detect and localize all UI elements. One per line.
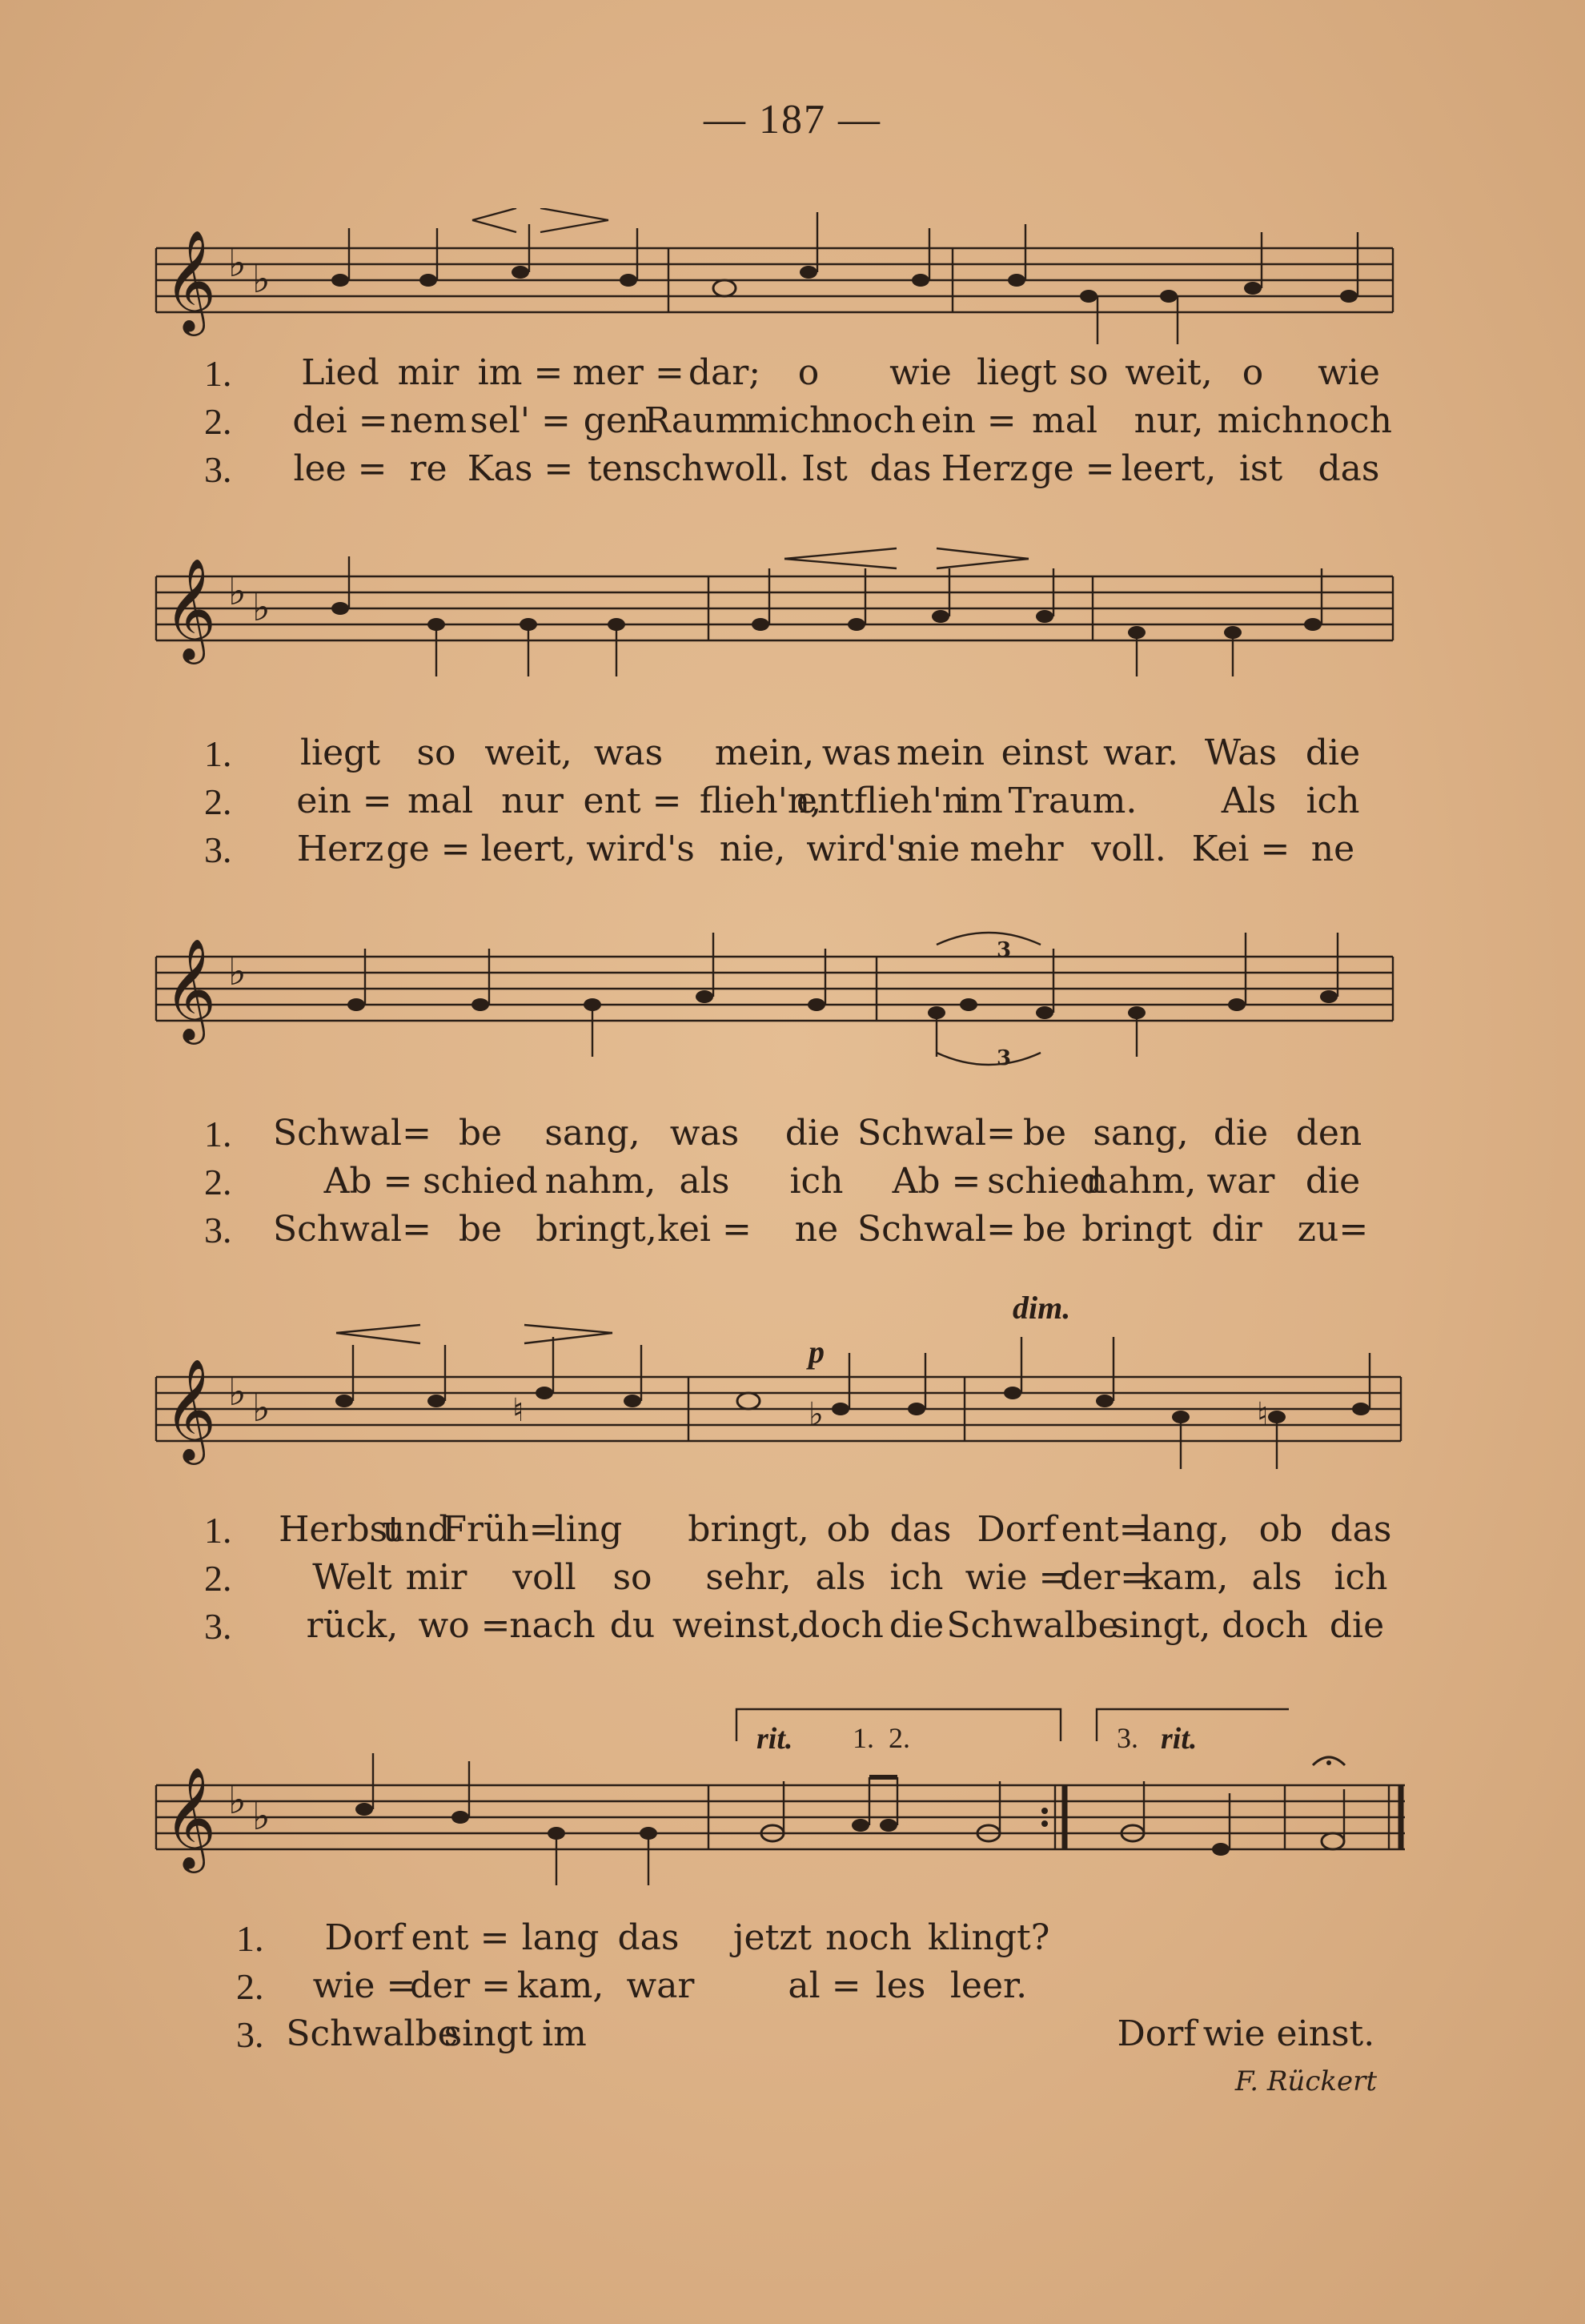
lyric-syllable: dar; [688,352,761,393]
rit-marking-first: rit. [756,1722,793,1756]
lyric-syllable: kam, [1141,1557,1229,1598]
lyric-syllable: doch [797,1605,884,1646]
svg-text:♭: ♭ [252,257,271,302]
lyric-syllable: im = [477,352,564,393]
lyric-syllable: schied [987,1161,1102,1202]
lyric-syllable: kei = [657,1209,752,1250]
lyric-syllable: ob [826,1509,871,1550]
lyric-syllable: ent = [583,781,682,821]
lyric-syllable: ent = [411,1917,510,1958]
lyric-syllable: mein [896,733,985,773]
verse-number: 3. [204,1606,232,1647]
lyric-syllable: wie einst. [1202,2013,1375,2054]
lyric-syllable: ge = [1030,448,1115,489]
lyric-syllable: als [1251,1557,1302,1598]
staff-3 [0,917,1585,1101]
lyric-syllable: so [612,1557,652,1598]
lyric-syllable: liegt [299,733,381,773]
lyric-syllable: im [542,2013,587,2054]
lyric-syllable: das [617,1917,680,1958]
verse-number: 1. [204,1510,232,1551]
rit-marking-second: rit. [1161,1722,1198,1756]
lyric-syllable: noch [1306,400,1392,441]
lyric-syllable: als [815,1557,866,1598]
lyric-syllable: be [458,1113,503,1154]
svg-text:3: 3 [997,938,1012,962]
lyric-syllable: wird's [586,829,695,869]
lyric-syllable: Als [1221,781,1277,821]
lyric-syllable: Was [1204,733,1278,773]
lyric-syllable: be [1022,1209,1067,1250]
lyric-syllable: mir [397,352,459,393]
lyric-syllable: Lied [301,352,379,393]
lyric-syllable: rück, [306,1605,399,1646]
page-number: — 187 — [704,97,881,142]
lyric-syllable: mal [407,781,474,821]
lyric-syllable: ich [1306,781,1360,821]
lyric-syllable: Ab = [323,1161,413,1202]
svg-text:𝄞: 𝄞 [164,937,217,1040]
lyric-syllable: das [1330,1509,1392,1550]
ending-3-label: 3. [1117,1722,1138,1754]
lyric-syllable: wie = [965,1557,1069,1598]
staff-2 [0,536,1585,720]
lyric-syllable: nahm, [1085,1161,1197,1202]
lyric-syllable: ich [789,1161,844,1202]
lyric-syllable: mal [1031,400,1098,441]
svg-text:♭: ♭ [228,569,247,614]
lyric-syllable: bringt [1081,1209,1192,1250]
lyric-syllable: les [875,1965,926,2006]
lyric-syllable: mehr [969,829,1064,869]
lyric-syllable: Kas = [467,448,574,489]
lyric-syllable: o [1242,352,1264,393]
lyric-syllable: Raum [644,400,749,441]
lyrics-line [0,1161,1585,1207]
lyric-syllable: das [889,1509,952,1550]
lyric-syllable: flieh'n, [699,781,822,821]
lyric-syllable: mir [405,1557,467,1598]
lyrics-line [0,1965,1585,2012]
lyric-syllable: die [889,1605,945,1646]
lyric-syllable: weinst, [672,1605,801,1646]
lyric-syllable: der = [409,1965,512,2006]
lyric-syllable: der= [1059,1557,1150,1598]
lyric-syllable: Ab = [892,1161,981,1202]
lyric-syllable: o [797,352,820,393]
lyric-syllable: Herz [941,448,1029,489]
lyric-syllable: Kei = [1191,829,1290,869]
author-credit: F. Rückert [1234,2065,1377,2097]
lyric-syllable: ist [1238,448,1283,489]
lyric-syllable: wo = [418,1605,511,1646]
lyric-syllable: Dorf [1117,2013,1197,2054]
verse-number: 1. [204,733,232,774]
lyrics-line [0,448,1585,495]
lyrics-line [0,1917,1585,1964]
lyric-syllable: war [1206,1161,1275,1202]
lyrics-line [0,1557,1585,1604]
verse-number: 2. [236,1966,264,2007]
lyric-syllable: ten [587,448,646,489]
lyric-syllable: einst [1001,733,1089,773]
lyrics-line [0,400,1585,447]
lyric-syllable: gen [583,400,650,441]
lyric-syllable: nie, [719,829,786,869]
lyric-syllable: nach [509,1605,596,1646]
lyric-syllable: den [1295,1113,1362,1154]
svg-text:♭: ♭ [228,241,247,286]
lyric-syllable: Dorf [977,1509,1057,1550]
lyric-syllable: ne [794,1209,839,1250]
verse-number: 1. [204,353,232,394]
lyric-syllable: Traum. [1008,781,1138,821]
lyric-syllable: sel' = [470,400,571,441]
svg-text:♭: ♭ [252,585,271,630]
lyric-syllable: sang, [1093,1113,1189,1154]
lyrics-line [0,1605,1585,1652]
lyric-syllable: noch [825,1917,912,1958]
ending-1-2-label: 1. 2. [853,1722,910,1754]
lyric-syllable: ein = [921,400,1017,441]
staff-5 [0,1745,1585,1929]
lyric-syllable: und [382,1509,451,1550]
lyric-syllable: re [409,448,447,489]
svg-text:𝄞: 𝄞 [164,1766,217,1868]
svg-text:♭: ♭ [252,1794,271,1839]
lyric-syllable: wie [889,352,952,393]
staff-1 [0,208,1585,368]
lyric-syllable: al = [788,1965,861,2006]
lyric-syllable: das [1318,448,1380,489]
verse-number: 1. [204,1114,232,1154]
lyric-syllable: lee = [293,448,387,489]
lyric-syllable: be [1022,1113,1067,1154]
lyric-syllable: Schwal= [273,1209,431,1250]
lyric-syllable: Herz [296,829,384,869]
svg-text:♮: ♮ [512,1392,524,1429]
lyric-syllable: bringt, [688,1509,809,1550]
lyric-syllable: voll [512,1557,576,1598]
lyric-syllable: dei = [292,400,388,441]
lyric-syllable: Früh= [442,1509,559,1550]
verse-number: 3. [236,2014,264,2055]
lyric-syllable: Schwalbe [286,2013,459,2054]
lyric-syllable: ent= [1061,1509,1149,1550]
lyric-syllable: weit, [1125,352,1213,393]
lyric-syllable: die [1305,1161,1361,1202]
lyric-syllable: die [784,1113,841,1154]
lyric-syllable: im [958,781,1003,821]
lyric-syllable: ein = [296,781,392,821]
lyric-syllable: singt [443,2013,533,2054]
lyric-syllable: als [679,1161,730,1202]
dim-marking: dim. [1013,1290,1071,1326]
lyric-syllable: be [458,1209,503,1250]
lyric-syllable: sehr, [705,1557,792,1598]
piano-marking: p [809,1334,825,1370]
lyric-syllable: ne [1310,829,1355,869]
lyric-syllable: mich [744,400,833,441]
lyric-syllable: was [821,733,892,773]
verse-number: 3. [204,829,232,870]
lyric-syllable: nahm, [544,1161,656,1202]
lyric-syllable: schied [423,1161,538,1202]
lyric-syllable: Dorf [324,1917,404,1958]
lyric-syllable: das [869,448,932,489]
lyric-syllable: Ist [801,448,848,489]
lyrics-line [0,829,1585,875]
lyrics-line [0,1509,1585,1555]
lyric-syllable: sang, [544,1113,640,1154]
lyric-syllable: bringt, [536,1209,657,1250]
verse-number: 1. [236,1918,264,1959]
lyric-syllable: Herbst [279,1509,402,1550]
lyric-syllable: wie [1318,352,1380,393]
verse-number: 2. [204,1162,232,1202]
verse-number: 3. [204,1210,232,1250]
lyric-syllable: was [593,733,664,773]
lyric-syllable: doch [1222,1605,1308,1646]
lyric-syllable: war. [1102,733,1179,773]
lyric-syllable: du [609,1605,656,1646]
lyric-syllable: ge = [386,829,471,869]
lyric-syllable: die [1305,733,1361,773]
lyric-syllable: leer. [949,1965,1028,2006]
verse-number: 2. [204,401,232,442]
svg-text:𝄞: 𝄞 [164,1358,217,1460]
verse-number: 2. [204,1558,232,1599]
lyric-syllable: weit, [484,733,572,773]
verse-number: 3. [204,449,232,490]
lyric-syllable: wie = [312,1965,416,2006]
svg-text:𝄞: 𝄞 [164,229,217,331]
lyric-syllable: Schwal= [273,1113,431,1154]
lyric-syllable: Schwal= [857,1209,1016,1250]
lyric-syllable: nur [501,781,564,821]
lyrics-line [0,1113,1585,1159]
svg-text:♭: ♭ [228,1370,247,1415]
lyric-syllable: jetzt [732,1917,813,1958]
lyric-syllable: noch [829,400,916,441]
lyric-syllable: mer = [572,352,684,393]
svg-text:♭: ♭ [252,1386,271,1431]
lyric-syllable: so [1069,352,1109,393]
verse-number: 2. [204,781,232,822]
lyric-syllable: Welt [312,1557,392,1598]
svg-text:♮: ♮ [1257,1396,1269,1433]
lyric-syllable: singt, [1110,1605,1211,1646]
lyric-syllable: ling [554,1509,623,1550]
svg-text:♭: ♭ [809,1396,824,1433]
lyric-syllable: leert, [480,829,576,869]
lyric-syllable: entflieh'n [796,781,965,821]
staff-4 [0,1321,1585,1497]
svg-text:♭: ♭ [228,949,247,994]
lyric-syllable: liegt [976,352,1057,393]
lyrics-line [0,1209,1585,1255]
lyric-syllable: die [1329,1605,1385,1646]
lyric-syllable: leert, [1121,448,1217,489]
lyric-syllable: mein, [714,733,815,773]
lyric-syllable: voll. [1091,829,1166,869]
svg-text:♭: ♭ [228,1778,247,1823]
lyric-syllable: klingt? [927,1917,1050,1958]
lyric-syllable: ich [1334,1557,1388,1598]
lyric-syllable: die [1213,1113,1269,1154]
lyric-syllable: war [626,1965,695,2006]
lyric-syllable: ob [1258,1509,1303,1550]
lyric-syllable: dir [1211,1209,1262,1250]
lyrics-line [0,2013,1585,2060]
lyric-syllable: mich [1217,400,1305,441]
lyrics-line [0,733,1585,779]
svg-text:𝄞: 𝄞 [164,557,217,660]
lyric-syllable: schwoll. [644,448,789,489]
lyrics-line [0,352,1585,399]
lyric-syllable: zu= [1297,1209,1369,1250]
lyric-syllable: so [416,733,456,773]
lyric-syllable: wird's [806,829,915,869]
lyric-syllable: Schwalbe [946,1605,1119,1646]
lyric-syllable: nem [389,400,467,441]
lyrics-line [0,781,1585,827]
lyric-syllable: nie [905,829,961,869]
lyric-syllable: nur, [1134,400,1204,441]
lyric-syllable: lang [521,1917,600,1958]
lyric-syllable: kam, [516,1965,604,2006]
lyric-syllable: lang, [1140,1509,1230,1550]
svg-text:3: 3 [997,1046,1012,1070]
lyric-syllable: ich [889,1557,944,1598]
lyric-syllable: was [669,1113,740,1154]
lyric-syllable: Schwal= [857,1113,1016,1154]
